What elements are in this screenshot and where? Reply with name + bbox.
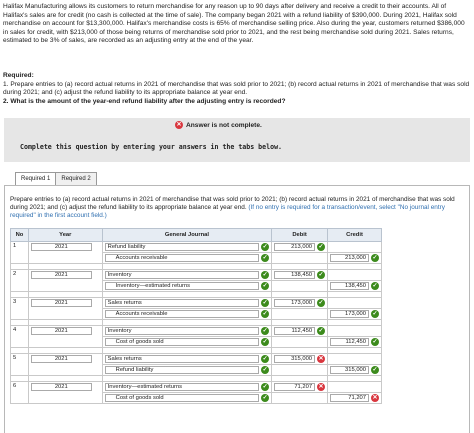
credit-account-field[interactable]: Accounts receivable ✓ [102,253,272,264]
check-circle-icon: ✓ [262,283,268,289]
journal-table [10,228,382,404]
journal-header-row [11,229,382,242]
entry-number: 6 [11,382,29,404]
check-circle-icon: ✓ [372,339,378,345]
debit-account-field[interactable]: Refund liability ✓ [102,242,272,253]
requirement-tabs [15,172,97,185]
debit-account-field[interactable]: Inventory ✓ [102,270,272,281]
x-circle-icon: ✕ [318,384,324,390]
credit-amount-field[interactable]: 71,207 ✕ [328,393,382,404]
credit-amount-empty[interactable] [328,382,382,393]
answer-status-badge [175,121,262,129]
credit-amount-field[interactable]: 112,450 ✓ [328,337,382,348]
x-circle-icon: ✕ [318,356,324,362]
credit-account-field[interactable]: Refund liability ✓ [102,365,272,376]
debit-amount-field[interactable]: 71,207 ✕ [272,382,328,393]
check-circle-icon: ✓ [372,255,378,261]
entry-number: 2 [11,270,29,292]
table-row [11,354,382,365]
required-1-note: (If no entry is required for a transaction/event, select "No journal entry required" in the first account field.) [10,204,445,219]
check-circle-icon: ✓ [318,244,324,250]
check-circle-icon: ✓ [262,255,268,261]
credit-amount-field[interactable]: 213,000 ✓ [328,253,382,264]
entry-year[interactable]: 2021 [28,382,102,404]
header-general-journal: General Journal [102,229,272,242]
answer-status-text: Answer is not complete. [186,121,262,129]
table-row [11,242,382,253]
tab-required-2[interactable]: Required 2 [56,172,96,185]
complete-prompt: Complete this question by entering your answers in the tabs below. [20,143,283,151]
credit-amount-field[interactable]: 138,450 ✓ [328,281,382,292]
debit-account-field[interactable]: Sales returns ✓ [102,354,272,365]
check-circle-icon: ✓ [262,339,268,345]
credit-amount-empty[interactable] [328,354,382,365]
entry-year[interactable]: 2021 [28,354,102,376]
debit-amount-empty[interactable] [272,253,328,264]
check-circle-icon: ✓ [372,311,378,317]
required-item-2: 2. What is the amount of the year-end refund liability after the adjusting entry is recorded? [3,97,286,105]
check-circle-icon: ✓ [372,367,378,373]
debit-amount-empty[interactable] [272,281,328,292]
credit-amount-empty[interactable] [328,298,382,309]
problem-intro: Halifax Manufacturing allows its customers to return merchandise for any reason up to 90 days after delivery and receive a credit to their accounts. All of Halifax's sales are for credit (no cash is collected at the time of sale). The company began 2021 with a refund liability of $390,000. During 2021, Halifax sold merchandise on account for $13,300,000. Halifax's merchandise costs is 65% of merchandise selling price. Also during the year, customers returned $386,000 in sales for credit, with $213,000 of those being returns of merchandise sold prior to 2021, and the rest being merchandise sold during 2021. Sales returns, estimated to be 3% of sales, are recorded as an adjusting entry at the end of the year. [3,3,465,45]
check-circle-icon: ✓ [262,356,268,362]
entry-number: 5 [11,354,29,376]
credit-amount-empty[interactable] [328,326,382,337]
check-circle-icon: ✓ [262,244,268,250]
table-row [11,270,382,281]
debit-account-field[interactable]: Inventory ✓ [102,326,272,337]
required-section [3,72,471,106]
credit-amount-empty[interactable] [328,270,382,281]
credit-amount-field[interactable]: 315,000 ✓ [328,365,382,376]
table-row [11,382,382,393]
x-circle-icon: ✕ [176,122,182,128]
credit-account-field[interactable]: Cost of goods sold ✓ [102,393,272,404]
check-circle-icon: ✓ [262,311,268,317]
x-circle-icon: ✕ [372,395,378,401]
debit-amount-field[interactable]: 315,000 ✕ [272,354,328,365]
header-debit: Debit [272,229,328,242]
debit-amount-empty[interactable] [272,393,328,404]
credit-amount-empty[interactable] [328,242,382,253]
header-year: Year [28,229,102,242]
debit-amount-empty[interactable] [272,309,328,320]
entry-number: 3 [11,298,29,320]
debit-amount-field[interactable]: 138,450 ✓ [272,270,328,281]
table-row [11,326,382,337]
credit-account-field[interactable]: Inventory—estimated returns ✓ [102,281,272,292]
answer-panel [4,118,470,162]
required-heading: Required: [3,72,34,79]
entry-year[interactable]: 2021 [28,242,102,264]
debit-amount-empty[interactable] [272,337,328,348]
credit-account-field[interactable]: Accounts receivable ✓ [102,309,272,320]
entry-number: 4 [11,326,29,348]
required-1-instructions [10,196,470,220]
check-circle-icon: ✓ [318,300,324,306]
entry-year[interactable]: 2021 [28,270,102,292]
credit-amount-field[interactable]: 173,000 ✓ [328,309,382,320]
entry-number: 1 [11,242,29,264]
check-circle-icon: ✓ [262,384,268,390]
debit-amount-field[interactable]: 213,000 ✓ [272,242,328,253]
check-circle-icon: ✓ [262,395,268,401]
table-row [11,298,382,309]
entry-year[interactable]: 2021 [28,326,102,348]
check-circle-icon: ✓ [262,272,268,278]
check-circle-icon: ✓ [318,328,324,334]
check-circle-icon: ✓ [318,272,324,278]
debit-amount-field[interactable]: 173,000 ✓ [272,298,328,309]
debit-amount-field[interactable]: 112,450 ✓ [272,326,328,337]
required-item-1: 1. Prepare entries to (a) record actual returns in 2021 of merchandise that was sold prior to 2021; (b) record actual returns in 2021 of merchandise that was sold during 2021; and (c) adjust the refund liability to its appropriate balance at year end. [3,80,470,97]
debit-amount-empty[interactable] [272,365,328,376]
required-1-text: Prepare entries to (a) record actual returns in 2021 of merchandise that was sold prior to 2021; (b) record actual returns in 2021 of merchandise that was sold during 2021; and (c) adjust the refund liability to its appropriate balance at year end. [10,196,455,211]
credit-account-field[interactable]: Cost of goods sold ✓ [102,337,272,348]
debit-account-field[interactable]: Inventory—estimated returns ✓ [102,382,272,393]
debit-account-field[interactable]: Sales returns ✓ [102,298,272,309]
entry-year[interactable]: 2021 [28,298,102,320]
header-no: No [11,229,29,242]
check-circle-icon: ✓ [262,328,268,334]
check-circle-icon: ✓ [262,300,268,306]
tab-required-1[interactable]: Required 1 [15,172,56,185]
header-credit: Credit [328,229,382,242]
check-circle-icon: ✓ [262,367,268,373]
check-circle-icon: ✓ [372,283,378,289]
